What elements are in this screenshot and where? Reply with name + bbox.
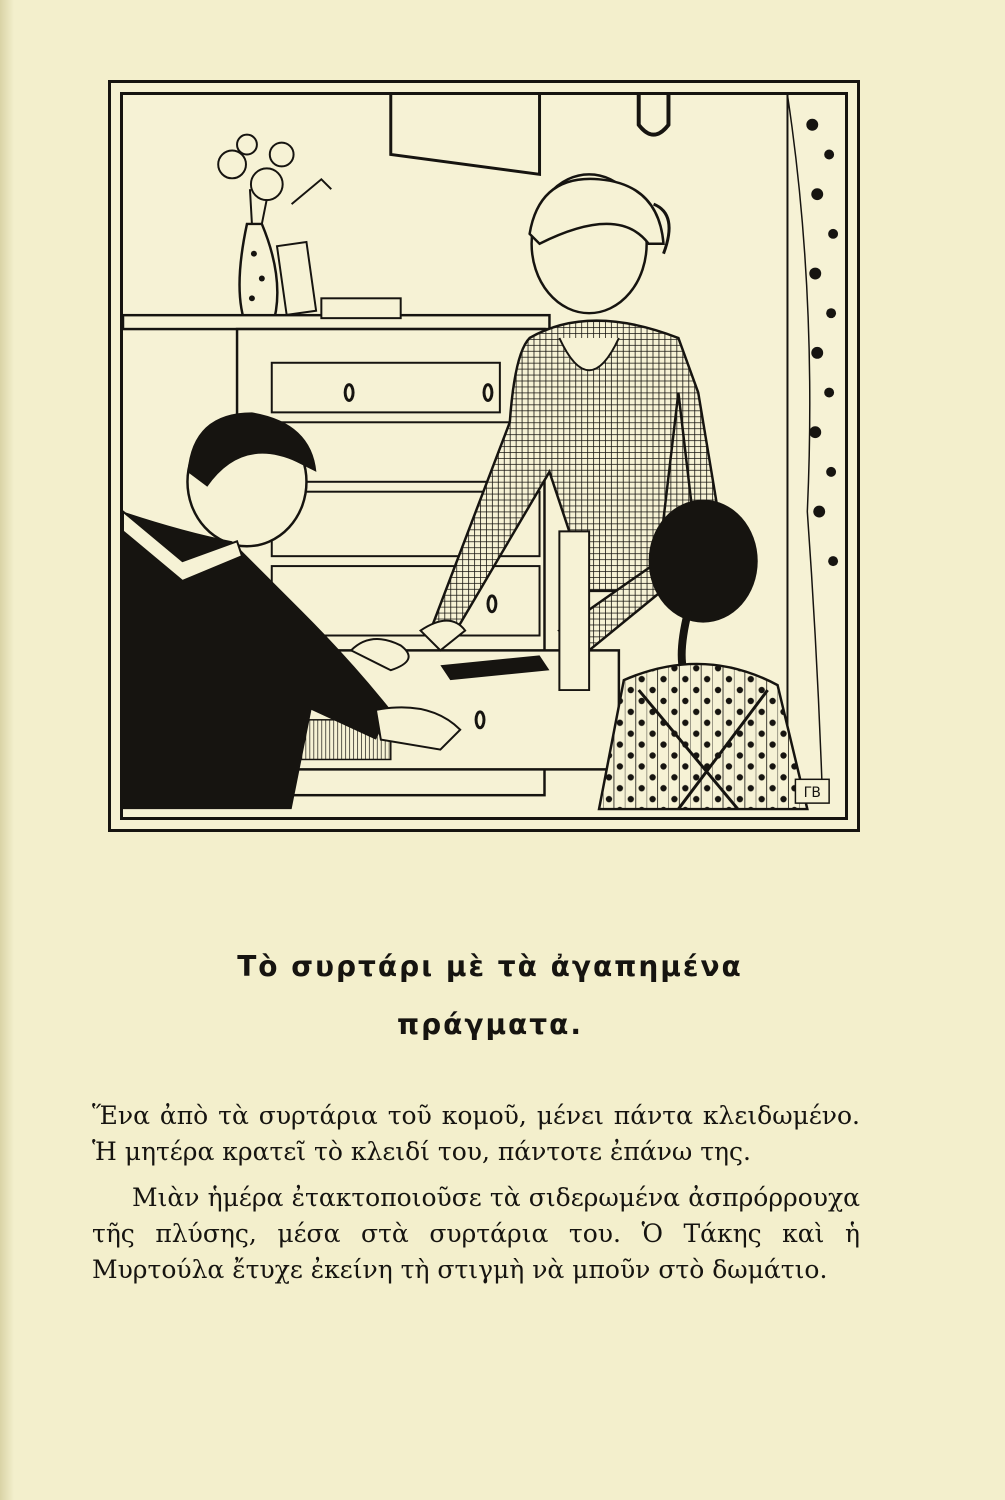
- paragraph-1: Ἕνα ἀπὸ τὰ συρτάρια τοῦ κομοῦ, μένει πάντα κλειδωμένο. Ἡ μητέρα κρατεῖ τὸ κλειδί του, πάντοτε ἐπάνω της.: [92, 1101, 860, 1166]
- illustration-svg: [123, 95, 845, 817]
- chapter-title-line-1: Τὸ συρτάρι μὲ τὰ ἀγαπημένα: [237, 950, 743, 983]
- paragraph-2: Μιὰν ἡμέρα ἐτακτοποιοῦσε τὰ σιδερωμένα ἀσπρόρρουχα τῆς πλύσης, μέσα στὰ συρτάρια του. Ὁ Τάκης καὶ ἡ Μυρτούλα ἔτυχε ἐκείνη τὴ στιγμὴ νὰ μποῦν στὸ δωμάτιο.: [92, 1183, 860, 1284]
- illustration-frame: [108, 80, 860, 832]
- page-edge-shadow: [0, 0, 14, 1500]
- monogram-text: ΓΒ: [803, 785, 821, 802]
- illustration: [120, 92, 848, 820]
- wall-picture-icon: [391, 95, 669, 174]
- flower-vase-icon: [218, 135, 331, 328]
- artist-monogram: [795, 779, 829, 803]
- curtain-icon: [787, 95, 838, 789]
- body-text: [92, 1098, 860, 1288]
- chapter-title-line-2: πράγματα.: [396, 1008, 584, 1041]
